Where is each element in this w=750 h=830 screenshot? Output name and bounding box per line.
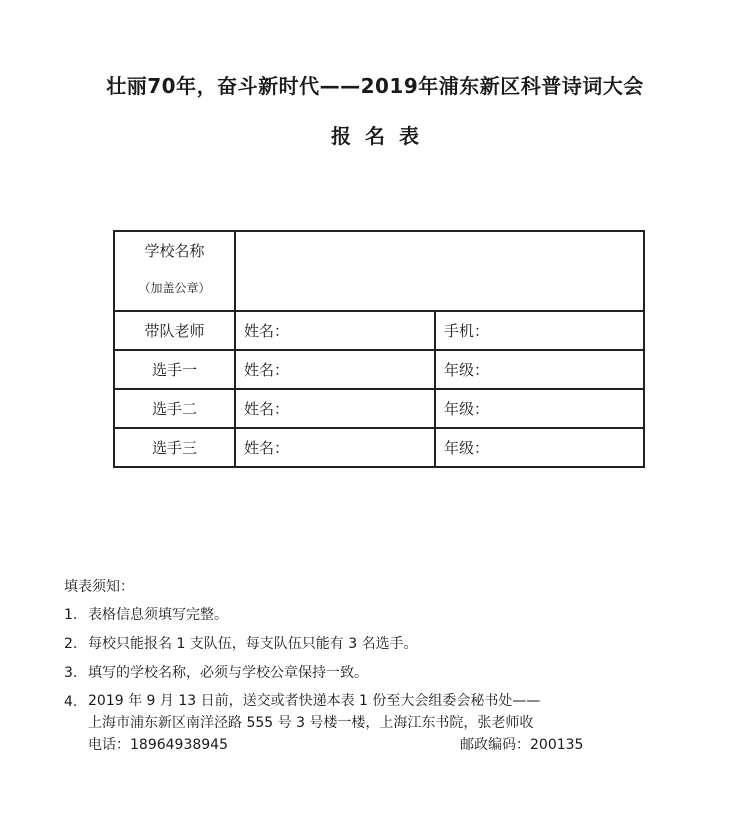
phone-field[interactable]: 手机：: [435, 311, 644, 350]
school-label-cell: [114, 231, 235, 311]
school-row: [114, 231, 644, 311]
item-number: 1.: [64, 607, 78, 623]
list-item: [64, 603, 648, 628]
postal-code: 邮政编码：200135: [460, 737, 584, 753]
item-number: 2.: [64, 636, 78, 652]
school-name-field[interactable]: [235, 231, 644, 311]
school-name-label: 学校名称: [144, 242, 205, 260]
table-row: [114, 350, 644, 389]
grade-field[interactable]: 年级：: [435, 389, 644, 428]
item-number: 4.: [64, 694, 78, 710]
item-text: 每校只能报名 1 支队伍，每支队伍只能有 3 名选手。: [88, 636, 418, 652]
phone-number: 电话：18964938945: [88, 737, 228, 753]
grade-field[interactable]: 年级：: [435, 428, 644, 467]
form-title: 壮丽70年，奋斗新时代——2019年浦东新区科普诗词大会: [106, 74, 644, 98]
table-row: [114, 389, 644, 428]
row-label: 选手二: [114, 389, 235, 428]
name-field[interactable]: 姓名：: [235, 350, 435, 389]
table-row: [114, 428, 644, 467]
mailing-address-text: 上海市浦东新区南洋泾路 555 号 3 号楼一楼，上海江东书院，张老师收: [88, 715, 534, 731]
grade-field[interactable]: 年级：: [435, 350, 644, 389]
instructions-heading: 填表须知：: [64, 579, 134, 595]
row-label: 选手三: [114, 428, 235, 467]
form-subtitle: 报名表: [331, 124, 433, 148]
item-text-block: [88, 690, 648, 756]
name-field[interactable]: 姓名：: [235, 311, 435, 350]
list-item: [64, 690, 648, 756]
registration-table: [113, 230, 645, 468]
name-field[interactable]: 姓名：: [235, 389, 435, 428]
list-item: [64, 661, 648, 686]
table-row: [114, 311, 644, 350]
item-text: 填写的学校名称，必须与学校公章保持一致。: [88, 665, 368, 681]
school-seal-note: （加盖公章）: [138, 281, 211, 295]
item-number: 3.: [64, 665, 78, 681]
contact-line: [88, 734, 648, 756]
name-field[interactable]: 姓名：: [235, 428, 435, 467]
row-label: 选手一: [114, 350, 235, 389]
item-text: 表格信息须填写完整。: [88, 607, 228, 623]
instructions-list: [64, 603, 648, 756]
instructions: [64, 575, 648, 756]
row-label: 带队老师: [114, 311, 235, 350]
submission-deadline-text: 2019 年 9 月 13 日前，送交或者快递本表 1 份至大会组委会秘书处——: [88, 693, 541, 709]
list-item: [64, 632, 648, 657]
